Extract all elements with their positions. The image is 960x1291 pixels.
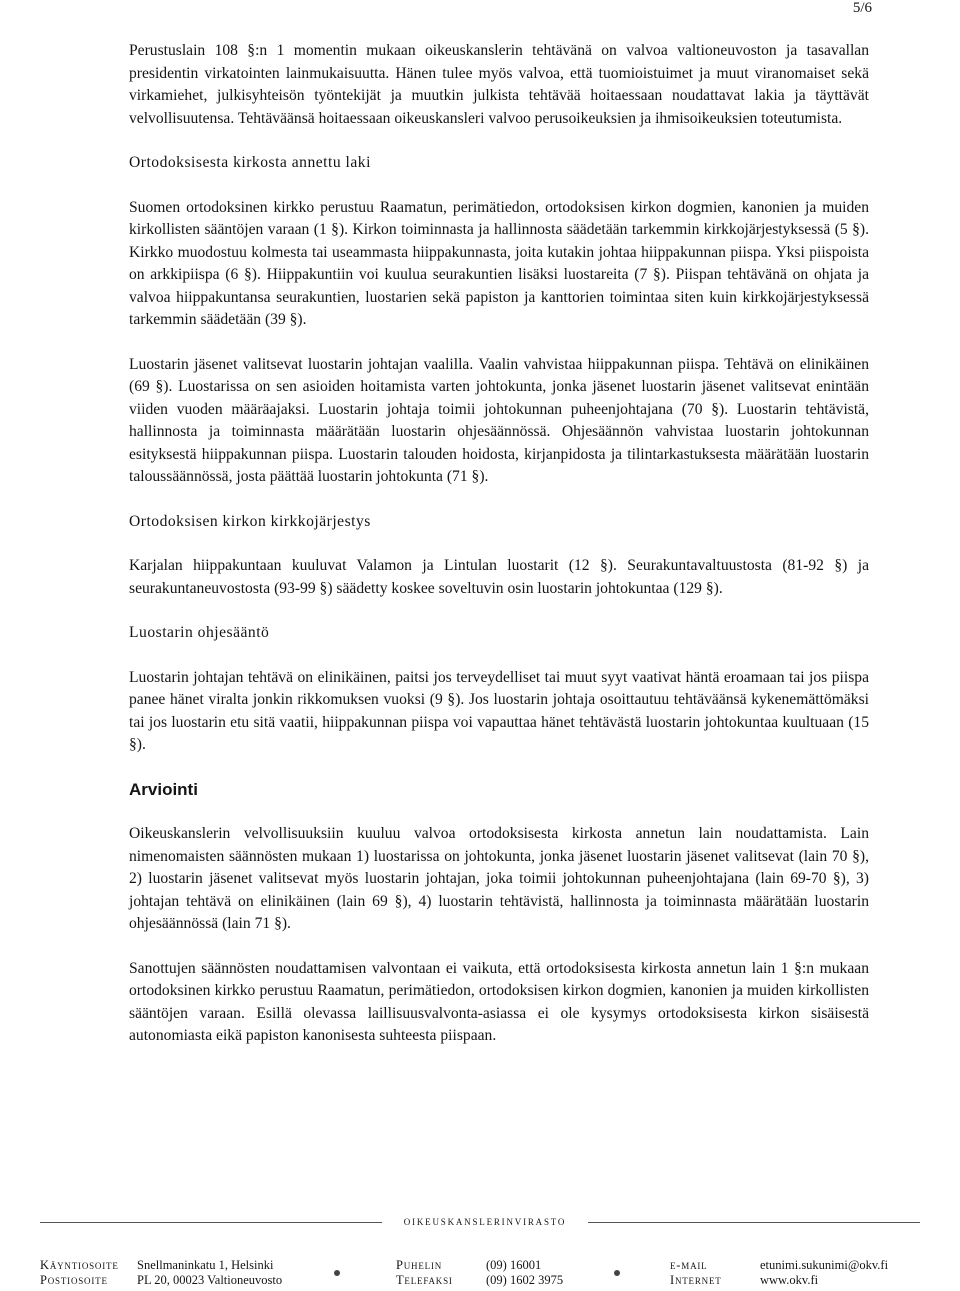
email-value: etunimi.sukunimi@okv.fi [760,1258,889,1272]
paragraph-church-basis: Suomen ortodoksinen kirkko perustuu Raamatun, perimätiedon, ortodoksisen kirkon dogmien, kanonien ja muiden kirkollisten sääntöjen varaan (1 §). Kirkon toiminnasta ja hallinnosta säädetään tarkemmin kirkkojärjestyksessä (5 §). Kirkko muodostuu kolmesta tai useammasta hiippakunnasta, joita kutakin johtaa hiippakunnan piispa. Yksi piispoista on arkkipiispa (6 §). Hiippakuntiin voi kuulua seurakuntien lisäksi luostareita (7 §). Piispan tehtävänä on ohjata ja valvoa hiippakuntansa seurakuntien, luostarien sekä papiston ja kanttorien toimintaa siten kuin kirkkojärjestyksessä tarkemmin säädetään (39 §). [129,198,869,328]
paragraph-intro: Perustuslain 108 §:n 1 momentin mukaan oikeuskanslerin tehtävänä on valvoa valtioneuvoston ja tasavallan presidentin virkatointen lainmukaisuutta. Hänen tulee myös valvoa, että tuomioistuimet ja muut viranomaiset sekä virkamiehet, julkisyhteisön työntekijät ja muutkin julkista tehtävää hoitaessaan noudattavat lakia ja täyttävät velvollisuutensa. Tehtäväänsä hoitaessaan oikeuskansleri valvoo perusoikeuksien ja ihmisoikeuksien toteutumista. [129,42,869,127]
section-heading-orthodox-law: Ortodoksisesta kirkosta annettu laki [129,154,371,171]
section-heading-monastery-rules: Luostarin ohjesääntö [129,624,270,641]
document-body [129,40,869,1070]
section-heading-assessment: Arviointi [129,779,198,799]
paragraph-karelia-diocese: Karjalan hiippakuntaan kuuluvat Valamon ja Lintulan luostarit (12 §). Seurakuntavaltuustosta (81-92 §) ja seurakuntaneuvostosta (93-99 §) säädetty koskee soveltuvin osin luostarin johtokuntaa (129 §). [129,557,869,597]
footer-organization-name: oikeuskanslerinvirasto [403,1214,567,1228]
paragraph-abbot-term: Luostarin johtajan tehtävä on elinikäinen, paitsi jos terveydelliset tai muut syyt vaativat häntä eroamaan tai jos piispa panee hänet viralta jonkin rikkomuksen vuoksi (9 §). Jos luostarin johtaja osoittautuu tehtäväänsä kykenemättömäksi tai jos luostarin etu sitä vaatii, hiippakunnan piispa voi vapauttaa hänet tehtävästä luostarin johtokuntaa kuultuaan (15 §). [129,668,869,753]
footer-separator-dot-icon [614,1270,620,1276]
paragraph-monastery-leadership: Luostarin jäsenet valitsevat luostarin johtajan vaalilla. Vaalin vahvistaa hiippakunnan piispa. Tehtävä on elinikäinen (69 §). Luostarissa on sen asioiden hoitamista varten johtokunta, jonka jäsenet luostarin jäsenet valitsevat enintään viiden vuoden määräajaksi. Luostarin johtaja toimii johtokunnan puheenjohtajana (70 §). Luostarin tehtävistä, hallinnosta ja toiminnasta määrätään luostarin ohjesäännössä. Ohjesäännön vahvistaa luostarin johtokunnan esityksestä hiippakunnan piispa. Luostarin talouden hoidosta, kirjanpidosta ja tilintarkastuksesta määrätään luostarin taloussäännössä, josta päättää luostarin johtokunta (71 §). [129,355,869,485]
phone-value: (09) 16001 [486,1258,542,1272]
postal-address-value: PL 20, 00023 Valtioneuvosto [137,1273,283,1287]
visit-address-label: Käyntiosoite [40,1258,119,1272]
phone-label: Puhelin [396,1258,443,1272]
email-label: e-mail [670,1258,708,1272]
fax-value: (09) 1602 3975 [486,1273,564,1287]
internet-value: www.okv.fi [760,1273,819,1287]
paragraph-assessment: Oikeuskanslerin velvollisuuksiin kuuluu valvoa ortodoksisesta kirkosta annetun lain noudattamista. Lain nimenomaisten säännösten mukaan 1) luostarissa on johtokunta, jonka jäsenet luostarin jäsenet valitsevat (lain 70 §), 2) luostarin jäsenet valitsevat myös luostarin johtajan, joka toimii johtokunnan puheenjohtajana (lain 69-70 §), 3) johtajan tehtävä on elinikäinen (lain 69 §), 4) luostarin tehtävistä, hallinnosta ja toiminnasta määrätään luostarin ohjesäännössä (lain 71 §). [129,825,869,932]
visit-address-value: Snellmaninkatu 1, Helsinki [137,1258,274,1272]
page-number: 5/6 [852,0,872,16]
footer-separator-dot-icon [334,1270,340,1276]
internet-label: Internet [670,1273,722,1287]
footer-divider-right [588,1222,920,1223]
paragraph-conclusion: Sanottujen säännösten noudattamisen valvontaan ei vaikuta, että ortodoksisesta kirkosta annetun lain 1 §:n mukaan ortodoksinen kirkko perustuu Raamatun, perimätiedon, ortodoksisen kirkon dogmien, kanonien ja muiden kirkollisten sääntöjen varaan. Esillä olevassa laillisuusvalvonta-asiassa ei ole kysymys ortodoksisesta kirkon sisäisestä autonomiasta eikä papiston kanonisesta suhteesta piispaan. [129,959,869,1044]
fax-label: Telefaksi [396,1273,453,1287]
postal-address-label: Postiosoite [40,1273,108,1287]
footer-divider-left [40,1222,382,1223]
section-heading-church-order: Ortodoksisen kirkon kirkkojärjestys [129,512,371,530]
